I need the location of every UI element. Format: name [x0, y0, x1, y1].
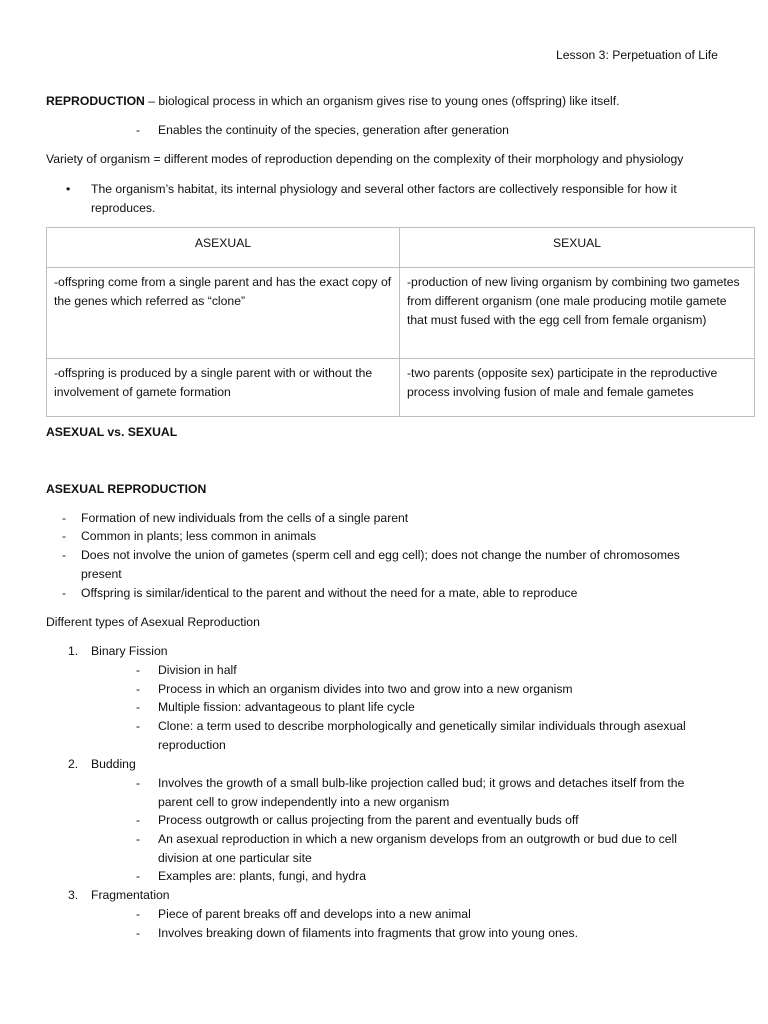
list-item: Process in which an organism divides into two and grow into a new organism	[158, 682, 573, 696]
dash-marker: -	[62, 529, 67, 543]
list-item: Does not involve the union of gametes (sperm cell and egg cell); does not change the number of chromosomes	[81, 548, 680, 562]
type-name-fragmentation: Fragmentation	[91, 888, 170, 902]
dash-marker: -	[136, 700, 141, 714]
type-name-budding: Budding	[91, 757, 136, 771]
list-item: Clone: a term used to describe morphologically and genetically similar individuals through asexual	[158, 719, 686, 733]
list-item: Formation of new individuals from the cells of a single parent	[81, 511, 409, 525]
list-item: Division in half	[158, 663, 237, 677]
list-item: An asexual reproduction in which a new organism develops from an outgrowth or bud due to cell	[158, 832, 677, 846]
list-item: Involves breaking down of filaments into fragments that grow into young ones.	[158, 926, 579, 940]
habitat-bullet-line1: The organism’s habitat, its internal physiology and several other factors are collectively responsible for how it	[91, 182, 677, 196]
dash-marker: -	[136, 719, 141, 733]
dash-marker: -	[136, 869, 141, 883]
reproduction-definition	[46, 92, 620, 111]
asexual-vs-sexual-table	[46, 227, 755, 417]
variety-line: Variety of organism = different modes of reproduction depending on the complexity of their morphology and physiology	[46, 152, 684, 166]
dash-marker: -	[136, 926, 141, 940]
list-item: Involves the growth of a small bulb-like projection called bud; it grows and detaches itself from the	[158, 776, 685, 790]
type-number: 1.	[68, 644, 79, 658]
list-item-continued: reproduction	[158, 738, 226, 752]
dash-marker: -	[136, 123, 141, 137]
table-cell: -production of new living organism by combining two gametes from different organism (one male producing motile gamete that must fused with the egg cell from female organism)	[400, 268, 755, 359]
dash-marker: -	[136, 776, 141, 790]
types-heading: Different types of Asexual Reproduction	[46, 615, 260, 629]
dash-marker: -	[62, 548, 67, 562]
list-item-continued: parent cell to grow independently into a new organism	[158, 795, 450, 809]
dash-marker: -	[62, 511, 67, 525]
list-item-continued: present	[81, 567, 122, 581]
table-cell: -offspring is produced by a single parent with or without the involvement of gamete formation	[47, 359, 400, 417]
list-item: Multiple fission: advantageous to plant life cycle	[158, 700, 415, 714]
table-row	[47, 268, 755, 359]
list-item: Offspring is similar/identical to the parent and without the need for a mate, able to reproduce	[81, 586, 578, 600]
list-item: Common in plants; less common in animals	[81, 529, 317, 543]
dash-marker: -	[136, 832, 141, 846]
dash-marker: -	[136, 682, 141, 696]
dash-marker: -	[62, 586, 67, 600]
dash-marker: -	[136, 813, 141, 827]
table-row	[47, 359, 755, 417]
table-header-row	[47, 228, 755, 268]
reproduction-definition-text: – biological process in which an organism gives rise to young ones (offspring) like itself.	[144, 94, 620, 108]
header-sexual: SEXUAL	[400, 228, 755, 268]
list-item: Piece of parent breaks off and develops into a new animal	[158, 907, 471, 921]
table-cell: -two parents (opposite sex) participate in the reproductive process involving fusion of male and female gametes	[400, 359, 755, 417]
dash-marker: -	[136, 663, 141, 677]
list-item: Process outgrowth or callus projecting from the parent and eventually buds off	[158, 813, 579, 827]
type-name-binary-fission: Binary Fission	[91, 644, 168, 658]
bullet-icon: •	[66, 182, 71, 196]
type-number: 2.	[68, 757, 79, 771]
list-item-continued: division at one particular site	[158, 851, 312, 865]
list-item: Examples are: plants, fungi, and hydra	[158, 869, 366, 883]
table-cell: -offspring come from a single parent and has the exact copy of the genes which referred as “clone”	[47, 268, 400, 359]
continuity-point: Enables the continuity of the species, generation after generation	[158, 123, 509, 137]
habitat-bullet-line2: reproduces.	[91, 201, 156, 215]
type-number: 3.	[68, 888, 79, 902]
asexual-heading: ASEXUAL REPRODUCTION	[46, 482, 207, 496]
header-asexual: ASEXUAL	[47, 228, 400, 268]
table-caption: ASEXUAL vs. SEXUAL	[46, 425, 178, 439]
reproduction-term: REPRODUCTION	[46, 94, 145, 108]
dash-marker: -	[136, 907, 141, 921]
lesson-title: Lesson 3: Perpetuation of Life	[556, 48, 718, 62]
